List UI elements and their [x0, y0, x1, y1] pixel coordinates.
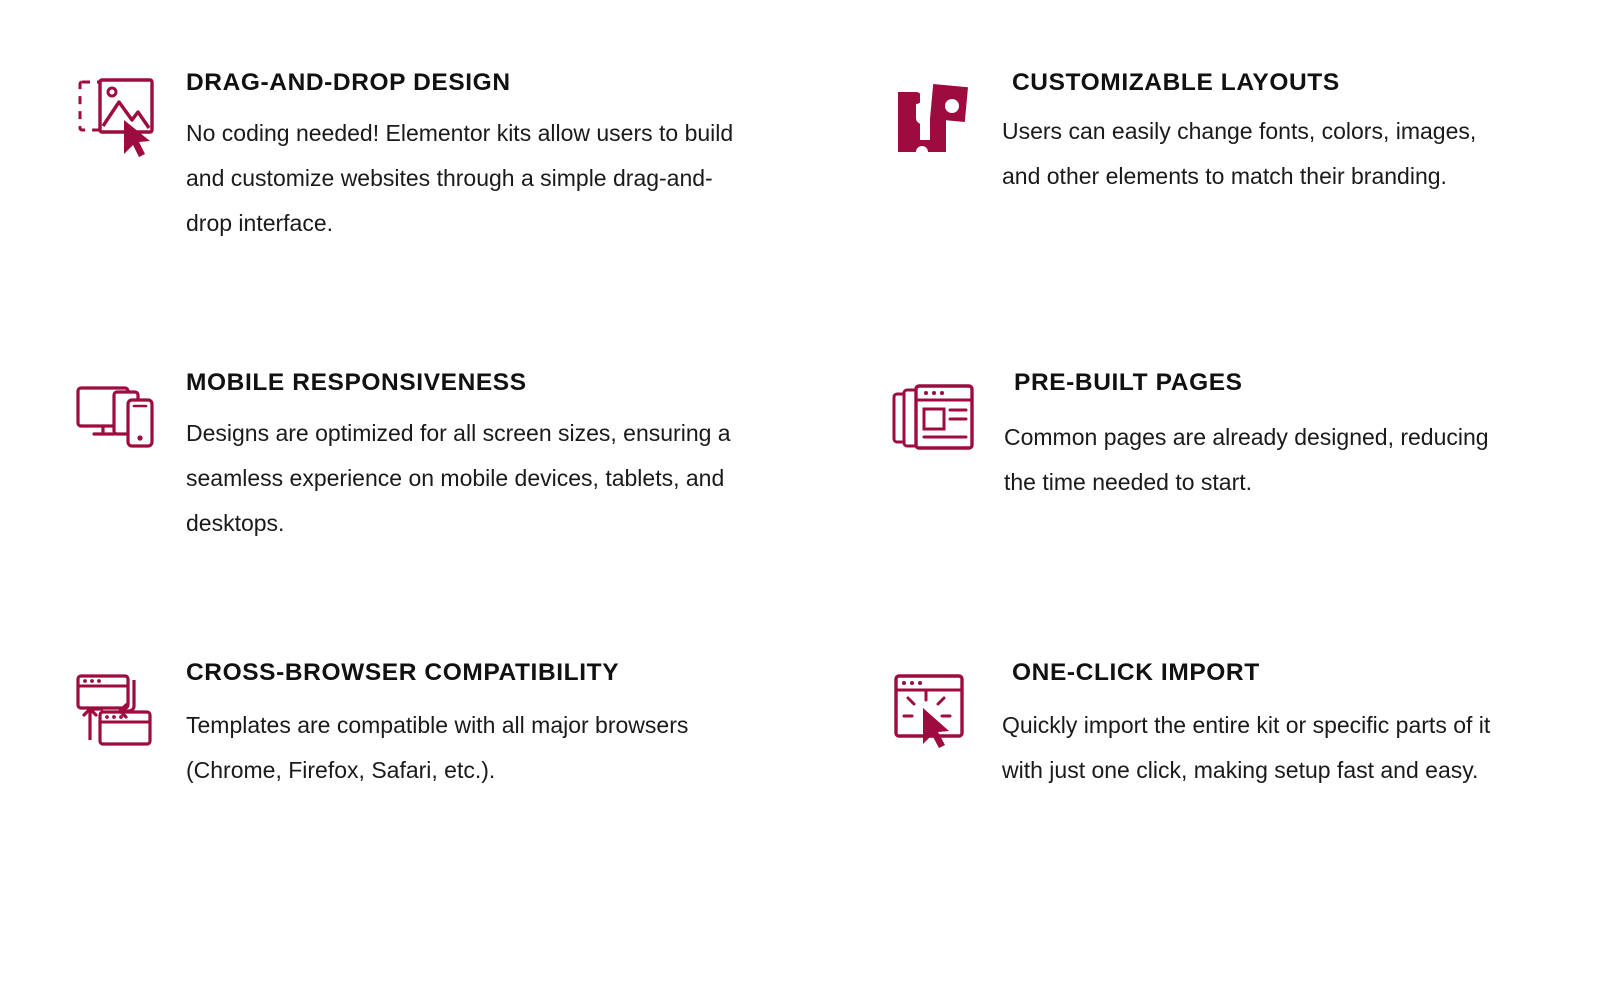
feature-card-customizable-layouts — [830, 70, 1560, 370]
feature-description: No coding needed! Elementor kits allow users to build and customize websites through a simple drag-and-drop interface. — [186, 119, 734, 236]
feature-card-one-click-import — [830, 660, 1560, 960]
feature-description: Quickly import the entire kit or specific parts of it with just one click, making setup fast and easy. — [1002, 711, 1491, 783]
feature-text — [164, 70, 740, 245]
devices-responsive-icon — [72, 376, 164, 468]
feature-description: Users can easily change fonts, colors, images, and other elements to match their branding. — [1002, 117, 1477, 189]
stacked-pages-icon — [888, 376, 980, 468]
feature-title: CROSS-BROWSER COMPATIBILITY — [186, 659, 620, 686]
feature-title: CUSTOMIZABLE LAYOUTS — [1012, 69, 1340, 96]
puzzle-pieces-icon — [888, 76, 980, 168]
feature-text — [164, 370, 740, 545]
feature-text — [980, 660, 1500, 793]
feature-card-cross-browser-compatibility — [0, 660, 830, 960]
feature-description: Designs are optimized for all screen sizes, ensuring a seamless experience on mobile devices, tablets, and desktops. — [186, 419, 731, 536]
image-drag-drop-icon — [72, 76, 164, 168]
feature-card-drag-and-drop-design — [0, 70, 830, 370]
feature-title: ONE-CLICK IMPORT — [1012, 659, 1260, 686]
feature-text — [980, 370, 1500, 505]
feature-description: Templates are compatible with all major browsers (Chrome, Firefox, Safari, etc.). — [186, 711, 689, 783]
feature-title: DRAG-AND-DROP DESIGN — [186, 69, 511, 96]
feature-text — [980, 70, 1500, 199]
feature-card-mobile-responsiveness — [0, 370, 830, 660]
click-cursor-window-icon — [888, 666, 980, 758]
browser-windows-sync-icon — [72, 666, 164, 758]
feature-text — [164, 660, 740, 793]
feature-description: Common pages are already designed, reducing the time needed to start. — [1004, 423, 1489, 495]
feature-title: MOBILE RESPONSIVENESS — [186, 369, 527, 396]
feature-title: PRE-BUILT PAGES — [1014, 369, 1243, 396]
feature-card-pre-built-pages — [830, 370, 1560, 660]
